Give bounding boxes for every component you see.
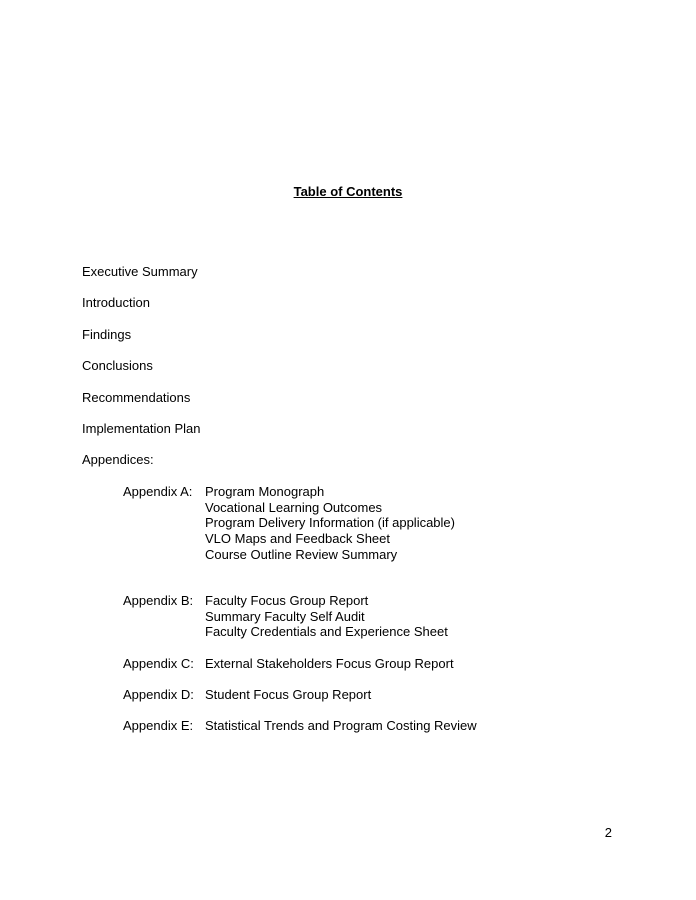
appendix-e-item: Statistical Trends and Program Costing Review	[205, 718, 477, 733]
appendix-a-item: Vocational Learning Outcomes	[205, 499, 383, 515]
appendix-d-items	[205, 687, 371, 703]
appendix-a-item: Program Monograph	[205, 484, 325, 499]
toc-item-findings: Findings	[82, 326, 132, 342]
appendix-b-item: Faculty Credentials and Experience Sheet	[205, 624, 448, 640]
appendix-a-items	[205, 484, 455, 563]
toc-item-conclusions: Conclusions	[82, 358, 153, 374]
appendix-d-label: Appendix D:	[123, 687, 194, 702]
appendix-c-item: External Stakeholders Focus Group Report	[205, 656, 454, 671]
appendix-block-b	[123, 593, 448, 640]
appendix-b-items	[205, 593, 448, 640]
toc-item-implementation-plan: Implementation Plan	[82, 420, 201, 436]
appendix-block-c	[123, 656, 454, 672]
page-title: Table of Contents	[293, 184, 403, 199]
appendix-d-item: Student Focus Group Report	[205, 687, 372, 702]
appendix-a-item: Course Outline Review Summary	[205, 546, 398, 562]
page-number: 2	[604, 825, 612, 840]
toc-item-appendices: Appendices:	[82, 452, 154, 468]
appendix-c-label: Appendix C:	[123, 656, 194, 671]
toc-main-list	[82, 264, 201, 484]
appendix-b-item: Faculty Focus Group Report	[205, 593, 369, 608]
appendix-a-item: VLO Maps and Feedback Sheet	[205, 531, 391, 547]
toc-item-introduction: Introduction	[82, 295, 150, 311]
appendix-a-item: Program Delivery Information (if applicable)	[205, 515, 455, 531]
appendix-a-label: Appendix A:	[123, 484, 193, 499]
appendix-block-d	[123, 687, 371, 703]
appendix-e-label: Appendix E:	[123, 718, 194, 733]
appendix-c-items	[205, 656, 454, 672]
toc-item-recommendations: Recommendations	[82, 389, 191, 405]
appendix-block-a	[123, 484, 455, 563]
appendix-block-e	[123, 718, 477, 734]
appendix-e-items	[205, 718, 477, 734]
appendix-b-label: Appendix B:	[123, 593, 194, 608]
toc-item-executive-summary: Executive Summary	[82, 264, 198, 279]
appendix-b-item: Summary Faculty Self Audit	[205, 608, 365, 624]
